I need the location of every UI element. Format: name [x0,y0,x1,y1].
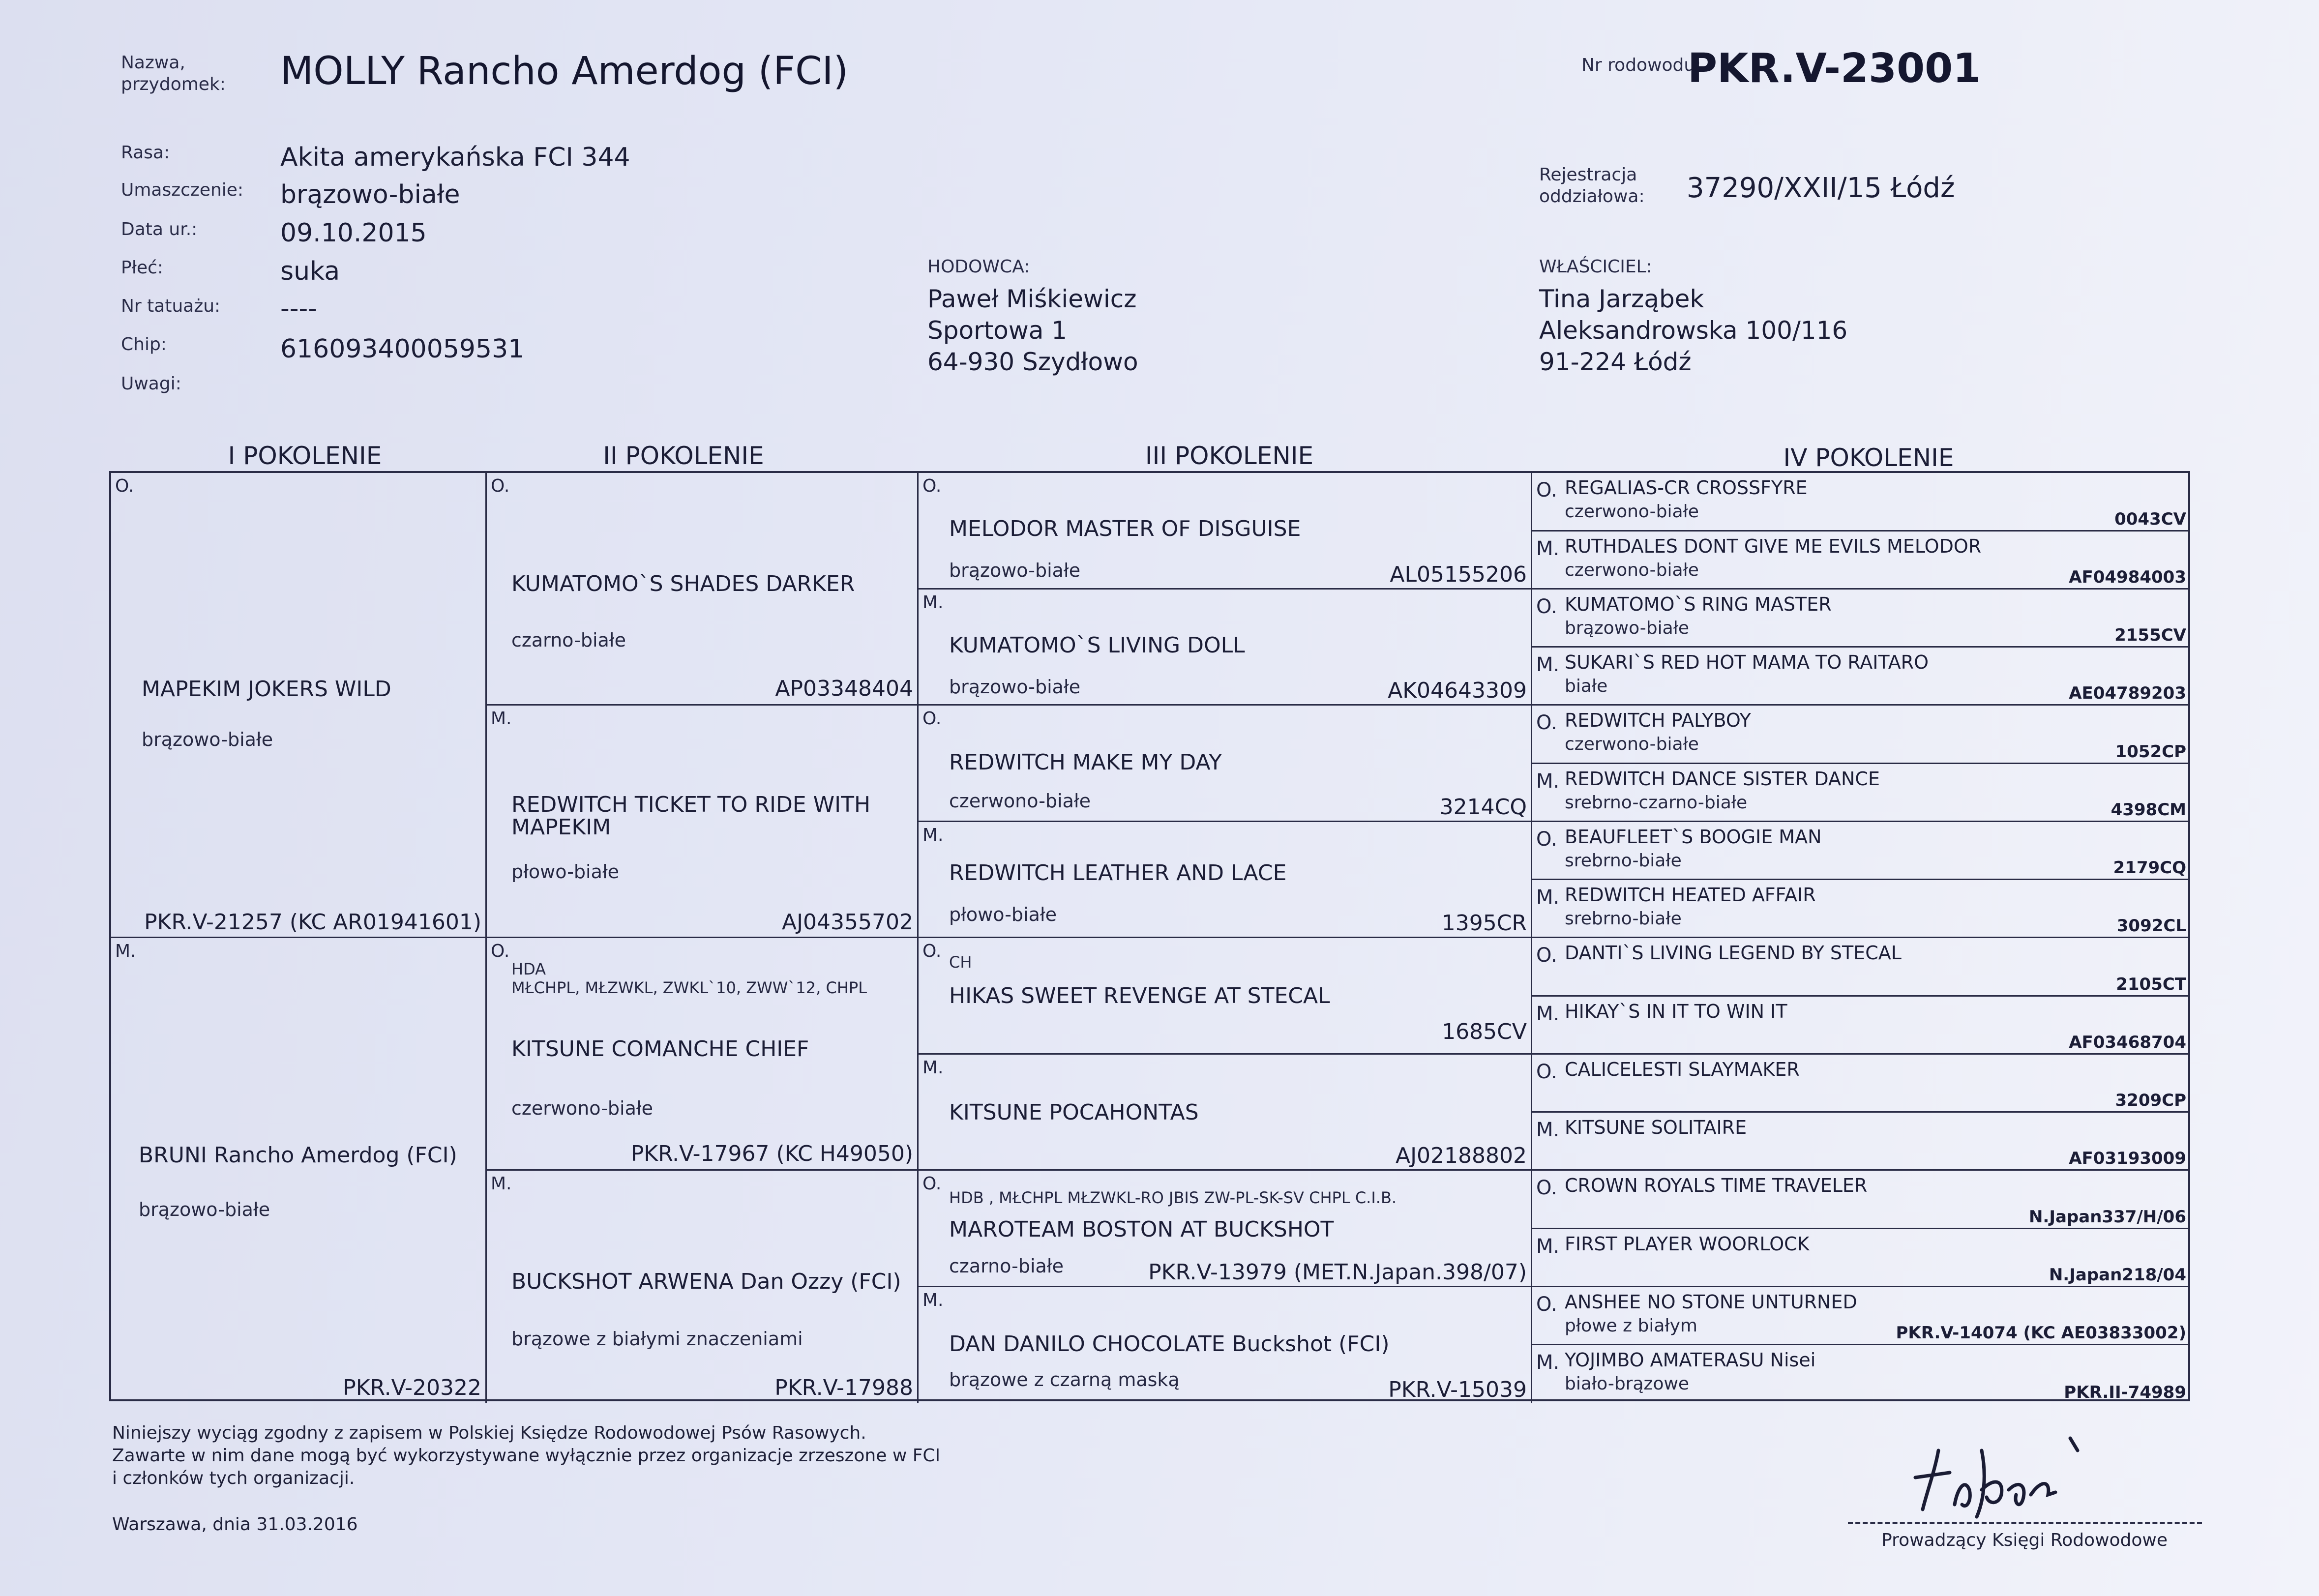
dog-titles-cont: MŁCHPL, MŁZWKL, ZWKL`10, ZWW`12, CHPL [511,978,867,997]
dog-registration: AJ02188802 [1395,1143,1527,1168]
gen4-cell-2 [1532,532,2188,590]
dog-color: płowo-białe [949,904,1057,925]
dog-titles: HDA [511,960,546,978]
dog-registration: PKR.V-15039 [1388,1377,1527,1402]
dog-name: REDWITCH LEATHER AND LACE [949,860,1287,886]
sex-marker: M. [1536,1351,1560,1374]
dog-registration: AP03348404 [775,676,913,701]
footer-notes [112,1422,940,1490]
dog-color: płowo-białe [511,861,620,883]
sex-marker: M. [491,1174,512,1194]
dog-name: DANTI`S LIVING LEGEND BY STECAL [1565,942,1902,964]
sex-marker: O. [1536,711,1557,734]
dog-name: YOJIMBO AMATERASU Nisei [1565,1349,1816,1371]
dog-color: srebrno-białe [1565,909,1682,929]
dog-color: czerwono-białe [511,1097,654,1119]
registration-value: 37290/XXII/15 Łódź [1687,172,1955,204]
remarks-label: Uwagi: [121,374,181,394]
gen3-cell-7 [919,1171,1532,1287]
dog-name: KITSUNE COMANCHE CHIEF [511,1036,809,1062]
dog-registration: N.Japan218/04 [2049,1265,2186,1285]
dog-name: SUKARI`S RED HOT MAMA TO RAITARO [1565,651,1929,673]
gen1-sire [111,473,487,938]
dog-name: KUMATOMO`S LIVING DOLL [949,633,1245,658]
sex-marker: M. [115,941,136,961]
sex-marker: M. [1536,1119,1560,1141]
dog-registration: 2155CV [2114,625,2186,645]
dog-name: KITSUNE SOLITAIRE [1565,1117,1747,1138]
gen1-dam [111,938,487,1403]
dog-color: płowe z białym [1565,1316,1697,1336]
owner-label: WŁAŚCICIEL: [1539,257,1652,277]
dog-name: REDWITCH HEATED AFFAIR [1565,884,1816,906]
gen4-cell-4 [1532,648,2188,706]
gen3-cell-4 [919,822,1532,938]
sex-marker: O. [1536,1177,1557,1199]
dog-registration: PKR.II-74989 [2064,1383,2186,1402]
place-date: Warszawa, dnia 31.03.2016 [112,1514,358,1535]
gen2-cell-4 [487,1171,919,1403]
dog-registration: 2179CQ [2113,858,2186,878]
breed-value: Akita amerykańska FCI 344 [280,143,630,172]
breeder-street: Sportowa 1 [927,316,1068,345]
gen4-cell-12 [1532,1113,2188,1171]
gen4-cell-14 [1532,1229,2188,1287]
dog-name: MAROTEAM BOSTON AT BUCKSHOT [949,1217,1334,1242]
dog-registration: PKR.V-21257 (KC AR01941601) [144,910,481,935]
dog-name: DAN DANILO CHOCOLATE Buckshot (FCI) [949,1331,1390,1357]
dog-registration: 1685CV [1442,1019,1527,1044]
sex-marker: O. [922,1174,942,1194]
sex-marker: O. [1536,1293,1557,1316]
dog-registration: PKR.V-14074 (KC AE03833002) [1896,1323,2186,1343]
gen4-cell-13 [1532,1171,2188,1229]
gen3-cell-6 [919,1055,1532,1171]
tattoo-label: Nr tatuażu: [121,296,221,316]
gen4-cell-7 [1532,822,2188,880]
dog-color: czerwono-białe [1565,734,1699,754]
dog-titles: CH [949,953,972,972]
breeder-label: HODOWCA: [927,257,1030,277]
sex-marker: O. [922,709,942,729]
dog-color: brązowo-białe [1565,618,1690,638]
gen4-cell-8 [1532,880,2188,938]
dog-color: białe [1565,676,1608,696]
breeder-city: 64-930 Szydłowo [927,348,1138,376]
dog-name: REDWITCH PALYBOY [1565,709,1751,731]
dog-name: BEAUFLEET`S BOOGIE MAN [1565,826,1822,848]
dog-name: ANSHEE NO STONE UNTURNED [1565,1291,1857,1313]
dog-registration: 3214CQ [1439,795,1527,820]
generation-header-2: II POKOLENIE [603,442,764,470]
name-label: Nazwa, przydomek: [121,53,226,94]
dog-name: BRUNI Rancho Amerdog (FCI) [139,1143,457,1168]
chip-value: 616093400059531 [280,334,525,364]
sex-marker: O. [1536,944,1557,967]
dog-color: brązowo-białe [139,1199,270,1220]
sex-marker: M. [491,709,512,729]
dog-registration: AJ04355702 [781,910,913,935]
gen2-cell-1 [487,473,919,706]
dog-name: HIKAY`S IN IT TO WIN IT [1565,1001,1787,1022]
signature-line [1848,1522,2202,1524]
sex-marker: M. [1536,886,1560,909]
gen3-cell-5 [919,938,1532,1055]
birth-date-label: Data ur.: [121,219,198,239]
pedigree-no: PKR.V-23001 [1688,45,1981,92]
owner-name: Tina Jarząbek [1539,285,1704,313]
gen4-cell-10 [1532,997,2188,1055]
sex-marker: O. [491,476,510,496]
dog-registration: 0043CV [2114,509,2186,529]
gen2-cell-2 [487,706,919,938]
dog-color: czarno-białe [949,1255,1064,1277]
dog-registration: 1395CR [1441,911,1527,936]
gen3-cell-1 [919,473,1532,590]
dog-name: KITSUNE POCAHONTAS [949,1100,1199,1125]
dog-registration: AF03193009 [2069,1149,2186,1168]
gen4-cell-11 [1532,1055,2188,1113]
dog-color: brązowe z czarną maską [949,1369,1180,1390]
dog-name: BUCKSHOT ARWENA Dan Ozzy (FCI) [511,1269,901,1294]
breed-label: Rasa: [121,143,170,163]
gen4-cell-16 [1532,1345,2188,1403]
dog-registration: AF04984003 [2069,567,2186,587]
dog-name-cont: MAPEKIM [511,815,611,840]
gen4-cell-6 [1532,764,2188,822]
dog-name: MAPEKIM JOKERS WILD [142,677,391,702]
sex-marker: M. [1536,770,1560,793]
gen4-cell-9 [1532,938,2188,997]
gen2-cell-3 [487,938,919,1171]
birth-date-value: 09.10.2015 [280,218,427,248]
color-value: brązowo-białe [280,180,460,209]
dog-color: srebrno-czarno-białe [1565,793,1748,813]
dog-color: biało-brązowe [1565,1374,1690,1394]
registration-label: Rejestracja oddziałowa: [1539,165,1645,207]
dog-color: czerwono-białe [1565,502,1699,522]
sex-marker: M. [1536,537,1560,560]
sex-marker: O. [491,941,510,961]
breeder-name: Paweł Miśkiewicz [927,285,1137,313]
gen4-cell-1 [1532,473,2188,532]
footer-note-2: Zawarte w nim dane mogą być wykorzystywane wyłącznie przez organizacje zrzeszone w FCI [112,1446,941,1466]
dog-registration: PKR.V-17988 [774,1375,913,1400]
dog-name: REDWITCH TICKET TO RIDE WITH [511,792,871,817]
gen3-cell-3 [919,706,1532,822]
dog-name: REGALIAS-CR CROSSFYRE [1565,477,1808,499]
dog-color: czerwono-białe [949,790,1091,812]
dog-registration: PKR.V-20322 [343,1375,481,1400]
gen3-cell-2 [919,590,1532,706]
gen4-cell-15 [1532,1287,2188,1345]
sex-marker: O. [1536,1061,1557,1083]
dog-name: KUMATOMO`S RING MASTER [1565,593,1832,615]
dog-registration: N.Japan337/H/06 [2028,1207,2186,1227]
dog-name: KUMATOMO`S SHADES DARKER [511,571,855,596]
dog-registration: 2105CT [2116,975,2186,994]
tattoo-value: ---- [280,294,318,324]
sex-marker: O. [1536,479,1557,502]
sex-marker: M. [1536,653,1560,676]
dog-name: HIKAS SWEET REVENGE AT STECAL [949,983,1330,1008]
sex-marker: O. [1536,595,1557,618]
breeder-block [927,283,1138,378]
dog-titles: HDB , MŁCHPL MŁZWKL-RO JBIS ZW-PL-SK-SV CHPL C.I.B. [949,1188,1397,1207]
footer-note-1: Niniejszy wyciąg zgodny z zapisem w Polskiej Księdze Rodowodowej Psów Rasowych. [112,1423,866,1443]
dog-color: brązowo-białe [142,729,273,750]
dog-name: REDWITCH MAKE MY DAY [949,750,1222,775]
sex-marker: M. [922,1058,944,1078]
dog-name: FIRST PLAYER WOORLOCK [1565,1233,1810,1255]
sex-marker: O. [922,941,942,961]
footer-note-3: i członków tych organizacji. [112,1468,355,1488]
dog-name: MELODOR MASTER OF DISGUISE [949,516,1301,541]
sex-value: suka [280,257,340,286]
sex-marker: M. [922,1290,944,1310]
dog-registration: AL05155206 [1390,562,1527,587]
dog-color: brązowe z białymi znaczeniami [511,1328,803,1350]
color-label: Umaszczenie: [121,180,244,200]
sex-marker: O. [115,476,134,496]
dog-color: brązowo-białe [949,560,1081,581]
sex-marker: M. [922,592,944,613]
sex-marker: O. [922,476,942,496]
dog-registration: AF03468704 [2069,1033,2186,1052]
sex-marker: M. [922,825,944,845]
generation-header-3: III POKOLENIE [1145,442,1314,470]
dog-registration: PKR.V-17967 (KC H49050) [630,1141,913,1166]
pedigree-no-label: Nr rodowodu: [1581,55,1701,75]
dog-registration: 1052CP [2115,742,2186,762]
dog-name: MOLLY Rancho Amerdog (FCI) [280,49,848,93]
owner-block [1539,283,1847,378]
dog-color: czarno-białe [511,629,626,651]
dog-registration: AK04643309 [1388,678,1527,703]
dog-name: CROWN ROYALS TIME TRAVELER [1565,1175,1868,1196]
generation-header-1: I POKOLENIE [228,442,382,470]
signature-icon [1908,1431,2164,1524]
dog-color: czerwono-białe [1565,560,1699,580]
gen3-cell-8 [919,1287,1532,1403]
owner-city: 91-224 Łódź [1539,348,1692,376]
dog-registration: AE04789203 [2069,683,2186,703]
owner-street: Aleksandrowska 100/116 [1539,316,1848,345]
dog-name: CALICELESTI SLAYMAKER [1565,1059,1800,1080]
generation-header-4: IV POKOLENIE [1783,443,1954,472]
dog-registration: PKR.V-13979 (MET.N.Japan.398/07) [1148,1260,1527,1285]
chip-label: Chip: [121,334,167,355]
pedigree-table [109,471,2190,1401]
dog-name: REDWITCH DANCE SISTER DANCE [1565,768,1880,790]
dog-registration: 4398CM [2111,800,2186,820]
gen4-cell-5 [1532,706,2188,764]
gen4-cell-3 [1532,590,2188,648]
dog-color: brązowo-białe [949,676,1081,698]
sex-marker: O. [1536,828,1557,851]
dog-name: RUTHDALES DONT GIVE ME EVILS MELODOR [1565,535,1982,557]
sex-marker: M. [1536,1003,1560,1025]
sex-marker: M. [1536,1235,1560,1258]
dog-registration: 3209CP [2115,1091,2186,1110]
dog-color: srebrno-białe [1565,851,1682,871]
signature-caption: Prowadzący Księgi Rodowodowe [1881,1530,2168,1550]
dog-registration: 3092CL [2116,916,2186,936]
sex-label: Płeć: [121,258,164,278]
